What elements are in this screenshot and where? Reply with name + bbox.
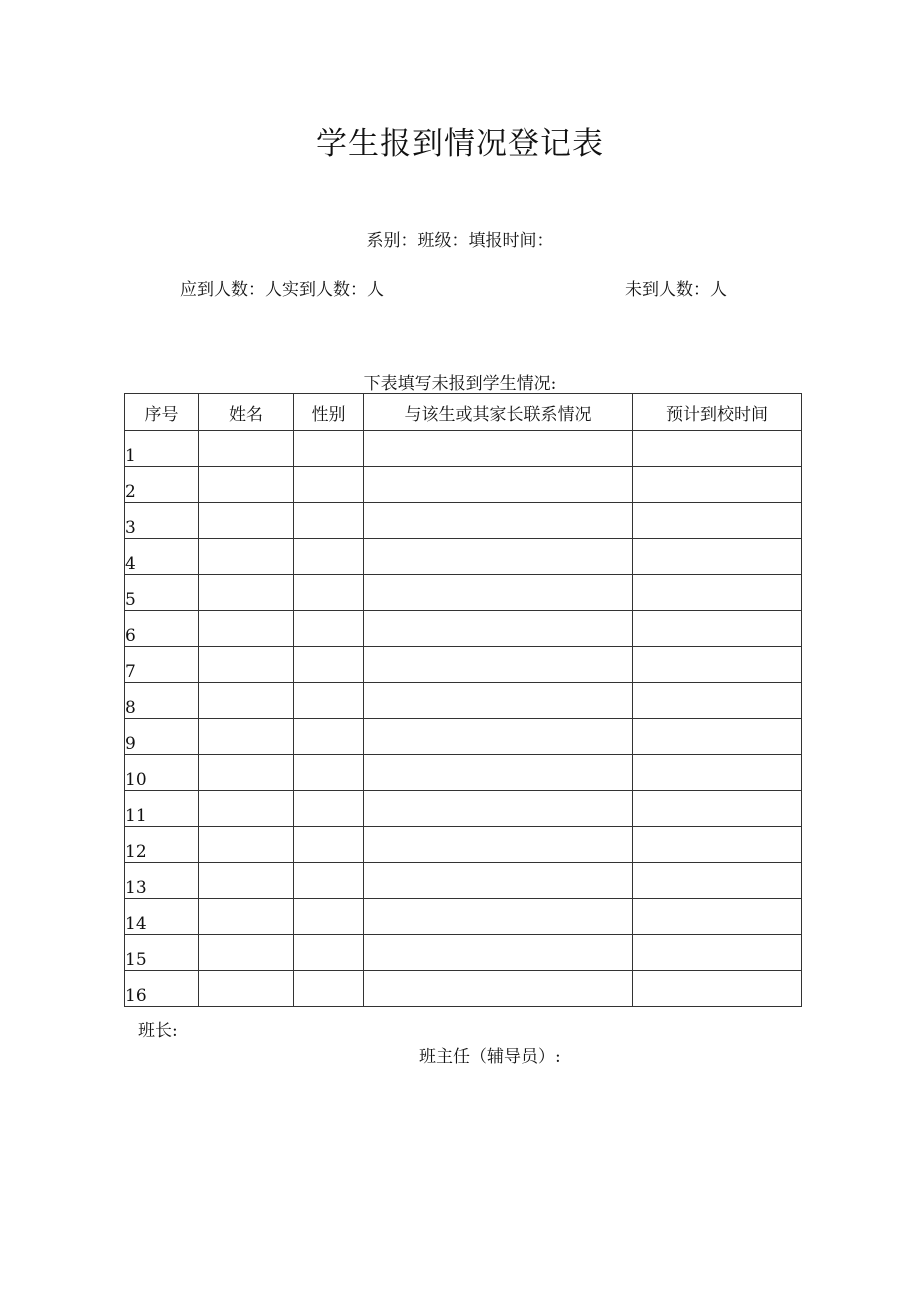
gender-cell — [294, 971, 364, 1007]
name-cell — [199, 719, 294, 755]
row-number-cell: 16 — [125, 971, 199, 1007]
name-cell — [199, 503, 294, 539]
contact-cell — [364, 611, 633, 647]
gender-cell — [294, 647, 364, 683]
contact-cell — [364, 755, 633, 791]
name-cell — [199, 575, 294, 611]
gender-cell — [294, 827, 364, 863]
contact-cell — [364, 827, 633, 863]
name-cell — [199, 755, 294, 791]
arrival-time-cell — [633, 683, 802, 719]
contact-cell — [364, 791, 633, 827]
column-header-gender: 性别 — [294, 394, 364, 431]
table-row — [125, 899, 802, 935]
gender-cell — [294, 863, 364, 899]
row-number-cell: 8 — [125, 683, 199, 719]
arrival-time-cell — [633, 719, 802, 755]
contact-cell — [364, 935, 633, 971]
gender-cell — [294, 719, 364, 755]
arrival-time-cell — [633, 647, 802, 683]
department-class-date-line: 系别：班级：填报时间： — [366, 231, 554, 251]
contact-cell — [364, 575, 633, 611]
row-number-cell: 11 — [125, 791, 199, 827]
arrival-time-cell — [633, 827, 802, 863]
table-row — [125, 683, 802, 719]
gender-cell — [294, 467, 364, 503]
row-number-cell: 12 — [125, 827, 199, 863]
name-cell — [199, 467, 294, 503]
gender-cell — [294, 791, 364, 827]
name-cell — [199, 863, 294, 899]
table-row — [125, 755, 802, 791]
contact-cell — [364, 971, 633, 1007]
table-row — [125, 719, 802, 755]
name-cell — [199, 899, 294, 935]
table-row — [125, 467, 802, 503]
arrival-time-cell — [633, 575, 802, 611]
row-number-cell: 6 — [125, 611, 199, 647]
gender-cell — [294, 539, 364, 575]
row-number-cell: 13 — [125, 863, 199, 899]
contact-cell — [364, 899, 633, 935]
arrival-time-cell — [633, 431, 802, 467]
name-cell — [199, 971, 294, 1007]
arrival-time-cell — [633, 611, 802, 647]
expected-actual-count-line: 应到人数：人实到人数：人 — [180, 280, 384, 300]
gender-cell — [294, 755, 364, 791]
row-number-cell: 4 — [125, 539, 199, 575]
row-number-cell: 7 — [125, 647, 199, 683]
table-row — [125, 431, 802, 467]
class-monitor-label: 班长: — [138, 1021, 178, 1041]
name-cell — [199, 647, 294, 683]
table-row — [125, 863, 802, 899]
contact-cell — [364, 683, 633, 719]
row-number-cell: 5 — [125, 575, 199, 611]
column-header-contact: 与该生或其家长联系情况 — [364, 394, 633, 431]
contact-cell — [364, 467, 633, 503]
name-cell — [199, 539, 294, 575]
row-number-cell: 3 — [125, 503, 199, 539]
arrival-time-cell — [633, 467, 802, 503]
row-number-cell: 10 — [125, 755, 199, 791]
name-cell — [199, 431, 294, 467]
arrival-time-cell — [633, 791, 802, 827]
table-row — [125, 575, 802, 611]
contact-cell — [364, 503, 633, 539]
row-number-cell: 2 — [125, 467, 199, 503]
name-cell — [199, 683, 294, 719]
column-header-name: 姓名 — [199, 394, 294, 431]
contact-cell — [364, 719, 633, 755]
table-row — [125, 827, 802, 863]
class-teacher-label: 班主任（辅导员）: — [419, 1047, 561, 1067]
column-header-arrival-time: 预计到校时间 — [633, 394, 802, 431]
column-header-number: 序号 — [125, 394, 199, 431]
table-row — [125, 647, 802, 683]
gender-cell — [294, 899, 364, 935]
form-title: 学生报到情况登记表 — [316, 126, 604, 162]
gender-cell — [294, 611, 364, 647]
table-header-row — [125, 394, 802, 431]
arrival-time-cell — [633, 863, 802, 899]
arrival-time-cell — [633, 539, 802, 575]
table-caption: 下表填写未报到学生情况: — [363, 374, 557, 394]
row-number-cell: 9 — [125, 719, 199, 755]
contact-cell — [364, 431, 633, 467]
arrival-time-cell — [633, 971, 802, 1007]
table-row — [125, 539, 802, 575]
row-number-cell: 14 — [125, 899, 199, 935]
gender-cell — [294, 683, 364, 719]
table-row — [125, 503, 802, 539]
contact-cell — [364, 539, 633, 575]
arrival-time-cell — [633, 899, 802, 935]
table-row — [125, 611, 802, 647]
table-row — [125, 935, 802, 971]
name-cell — [199, 791, 294, 827]
name-cell — [199, 827, 294, 863]
arrival-time-cell — [633, 503, 802, 539]
arrival-time-cell — [633, 935, 802, 971]
absent-count-line: 未到人数：人 — [625, 280, 727, 300]
row-number-cell: 1 — [125, 431, 199, 467]
gender-cell — [294, 575, 364, 611]
arrival-time-cell — [633, 755, 802, 791]
contact-cell — [364, 863, 633, 899]
table-row — [125, 791, 802, 827]
gender-cell — [294, 503, 364, 539]
gender-cell — [294, 431, 364, 467]
row-number-cell: 15 — [125, 935, 199, 971]
contact-cell — [364, 647, 633, 683]
name-cell — [199, 935, 294, 971]
name-cell — [199, 611, 294, 647]
table-row — [125, 971, 802, 1007]
absent-students-table — [124, 393, 802, 1007]
gender-cell — [294, 935, 364, 971]
